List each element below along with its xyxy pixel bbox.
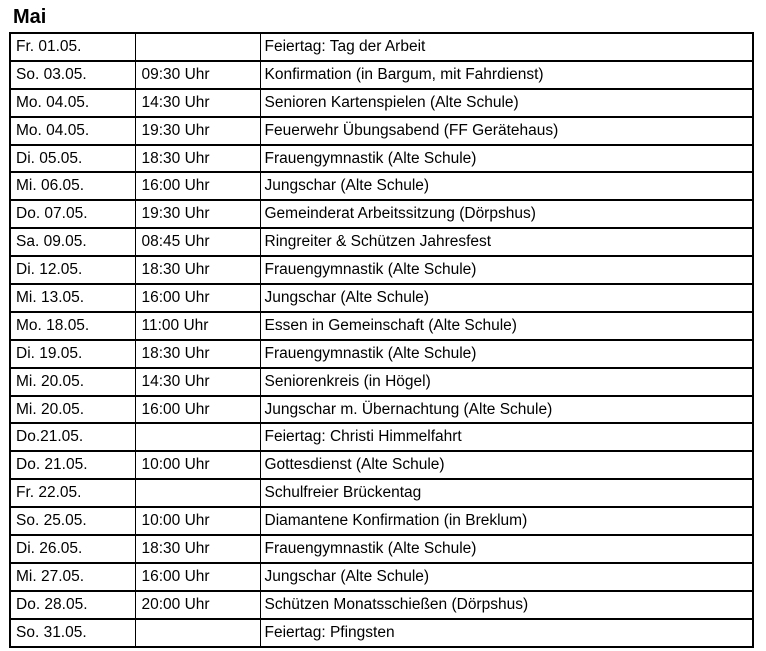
- description-cell: Gemeinderat Arbeitssitzung (Dörpshus): [260, 200, 753, 228]
- table-row: [10, 89, 753, 117]
- date-cell: Do. 28.05.: [10, 591, 135, 619]
- date-cell: Mi. 27.05.: [10, 563, 135, 591]
- description-cell: Frauengymnastik (Alte Schule): [260, 340, 753, 368]
- date-cell: Do. 07.05.: [10, 200, 135, 228]
- time-cell: 16:00 Uhr: [135, 563, 260, 591]
- table-row: [10, 172, 753, 200]
- time-cell: 10:00 Uhr: [135, 507, 260, 535]
- time-cell: 18:30 Uhr: [135, 256, 260, 284]
- time-cell: 18:30 Uhr: [135, 340, 260, 368]
- table-row: [10, 200, 753, 228]
- time-cell: 14:30 Uhr: [135, 368, 260, 396]
- table-row: [10, 228, 753, 256]
- description-cell: Jungschar (Alte Schule): [260, 284, 753, 312]
- description-cell: Jungschar (Alte Schule): [260, 563, 753, 591]
- date-cell: Mi. 13.05.: [10, 284, 135, 312]
- description-cell: Senioren Kartenspielen (Alte Schule): [260, 89, 753, 117]
- events-table-body: [10, 33, 753, 647]
- date-cell: So. 03.05.: [10, 61, 135, 89]
- time-cell: 14:30 Uhr: [135, 89, 260, 117]
- time-cell: 16:00 Uhr: [135, 172, 260, 200]
- description-cell: Feiertag: Tag der Arbeit: [260, 33, 753, 61]
- table-row: [10, 451, 753, 479]
- time-cell: 18:30 Uhr: [135, 535, 260, 563]
- description-cell: Seniorenkreis (in Högel): [260, 368, 753, 396]
- date-cell: So. 31.05.: [10, 619, 135, 647]
- description-cell: Gottesdienst (Alte Schule): [260, 451, 753, 479]
- time-cell: 20:00 Uhr: [135, 591, 260, 619]
- date-cell: Do.21.05.: [10, 423, 135, 451]
- date-cell: Di. 05.05.: [10, 145, 135, 173]
- time-cell: [135, 423, 260, 451]
- table-row: [10, 535, 753, 563]
- table-row: [10, 117, 753, 145]
- description-cell: Feiertag: Christi Himmelfahrt: [260, 423, 753, 451]
- date-cell: Mo. 04.05.: [10, 89, 135, 117]
- time-cell: 16:00 Uhr: [135, 396, 260, 424]
- time-cell: 19:30 Uhr: [135, 200, 260, 228]
- description-cell: Essen in Gemeinschaft (Alte Schule): [260, 312, 753, 340]
- time-cell: 16:00 Uhr: [135, 284, 260, 312]
- description-cell: Frauengymnastik (Alte Schule): [260, 145, 753, 173]
- events-table: [9, 32, 754, 648]
- time-cell: [135, 619, 260, 647]
- table-row: [10, 145, 753, 173]
- table-row: [10, 33, 753, 61]
- table-row: [10, 479, 753, 507]
- description-cell: Diamantene Konfirmation (in Breklum): [260, 507, 753, 535]
- date-cell: Mi. 20.05.: [10, 368, 135, 396]
- description-cell: Jungschar (Alte Schule): [260, 172, 753, 200]
- description-cell: Schulfreier Brückentag: [260, 479, 753, 507]
- date-cell: So. 25.05.: [10, 507, 135, 535]
- table-row: [10, 591, 753, 619]
- description-cell: Frauengymnastik (Alte Schule): [260, 535, 753, 563]
- description-cell: Schützen Monatsschießen (Dörpshus): [260, 591, 753, 619]
- table-row: [10, 619, 753, 647]
- date-cell: Do. 21.05.: [10, 451, 135, 479]
- date-cell: Di. 19.05.: [10, 340, 135, 368]
- time-cell: [135, 479, 260, 507]
- table-row: [10, 423, 753, 451]
- table-row: [10, 396, 753, 424]
- table-row: [10, 368, 753, 396]
- time-cell: 10:00 Uhr: [135, 451, 260, 479]
- time-cell: 19:30 Uhr: [135, 117, 260, 145]
- table-row: [10, 507, 753, 535]
- date-cell: Sa. 09.05.: [10, 228, 135, 256]
- date-cell: Mi. 20.05.: [10, 396, 135, 424]
- description-cell: Feiertag: Pfingsten: [260, 619, 753, 647]
- table-row: [10, 256, 753, 284]
- table-row: [10, 563, 753, 591]
- description-cell: Konfirmation (in Bargum, mit Fahrdienst): [260, 61, 753, 89]
- time-cell: 08:45 Uhr: [135, 228, 260, 256]
- table-row: [10, 284, 753, 312]
- table-row: [10, 340, 753, 368]
- time-cell: [135, 33, 260, 61]
- date-cell: Fr. 01.05.: [10, 33, 135, 61]
- date-cell: Fr. 22.05.: [10, 479, 135, 507]
- date-cell: Mo. 18.05.: [10, 312, 135, 340]
- date-cell: Di. 12.05.: [10, 256, 135, 284]
- description-cell: Feuerwehr Übungsabend (FF Gerätehaus): [260, 117, 753, 145]
- time-cell: 11:00 Uhr: [135, 312, 260, 340]
- month-title: Mai: [13, 6, 47, 28]
- date-cell: Di. 26.05.: [10, 535, 135, 563]
- date-cell: Mo. 04.05.: [10, 117, 135, 145]
- description-cell: Ringreiter & Schützen Jahresfest: [260, 228, 753, 256]
- description-cell: Jungschar m. Übernachtung (Alte Schule): [260, 396, 753, 424]
- table-row: [10, 61, 753, 89]
- time-cell: 09:30 Uhr: [135, 61, 260, 89]
- table-row: [10, 312, 753, 340]
- time-cell: 18:30 Uhr: [135, 145, 260, 173]
- description-cell: Frauengymnastik (Alte Schule): [260, 256, 753, 284]
- date-cell: Mi. 06.05.: [10, 172, 135, 200]
